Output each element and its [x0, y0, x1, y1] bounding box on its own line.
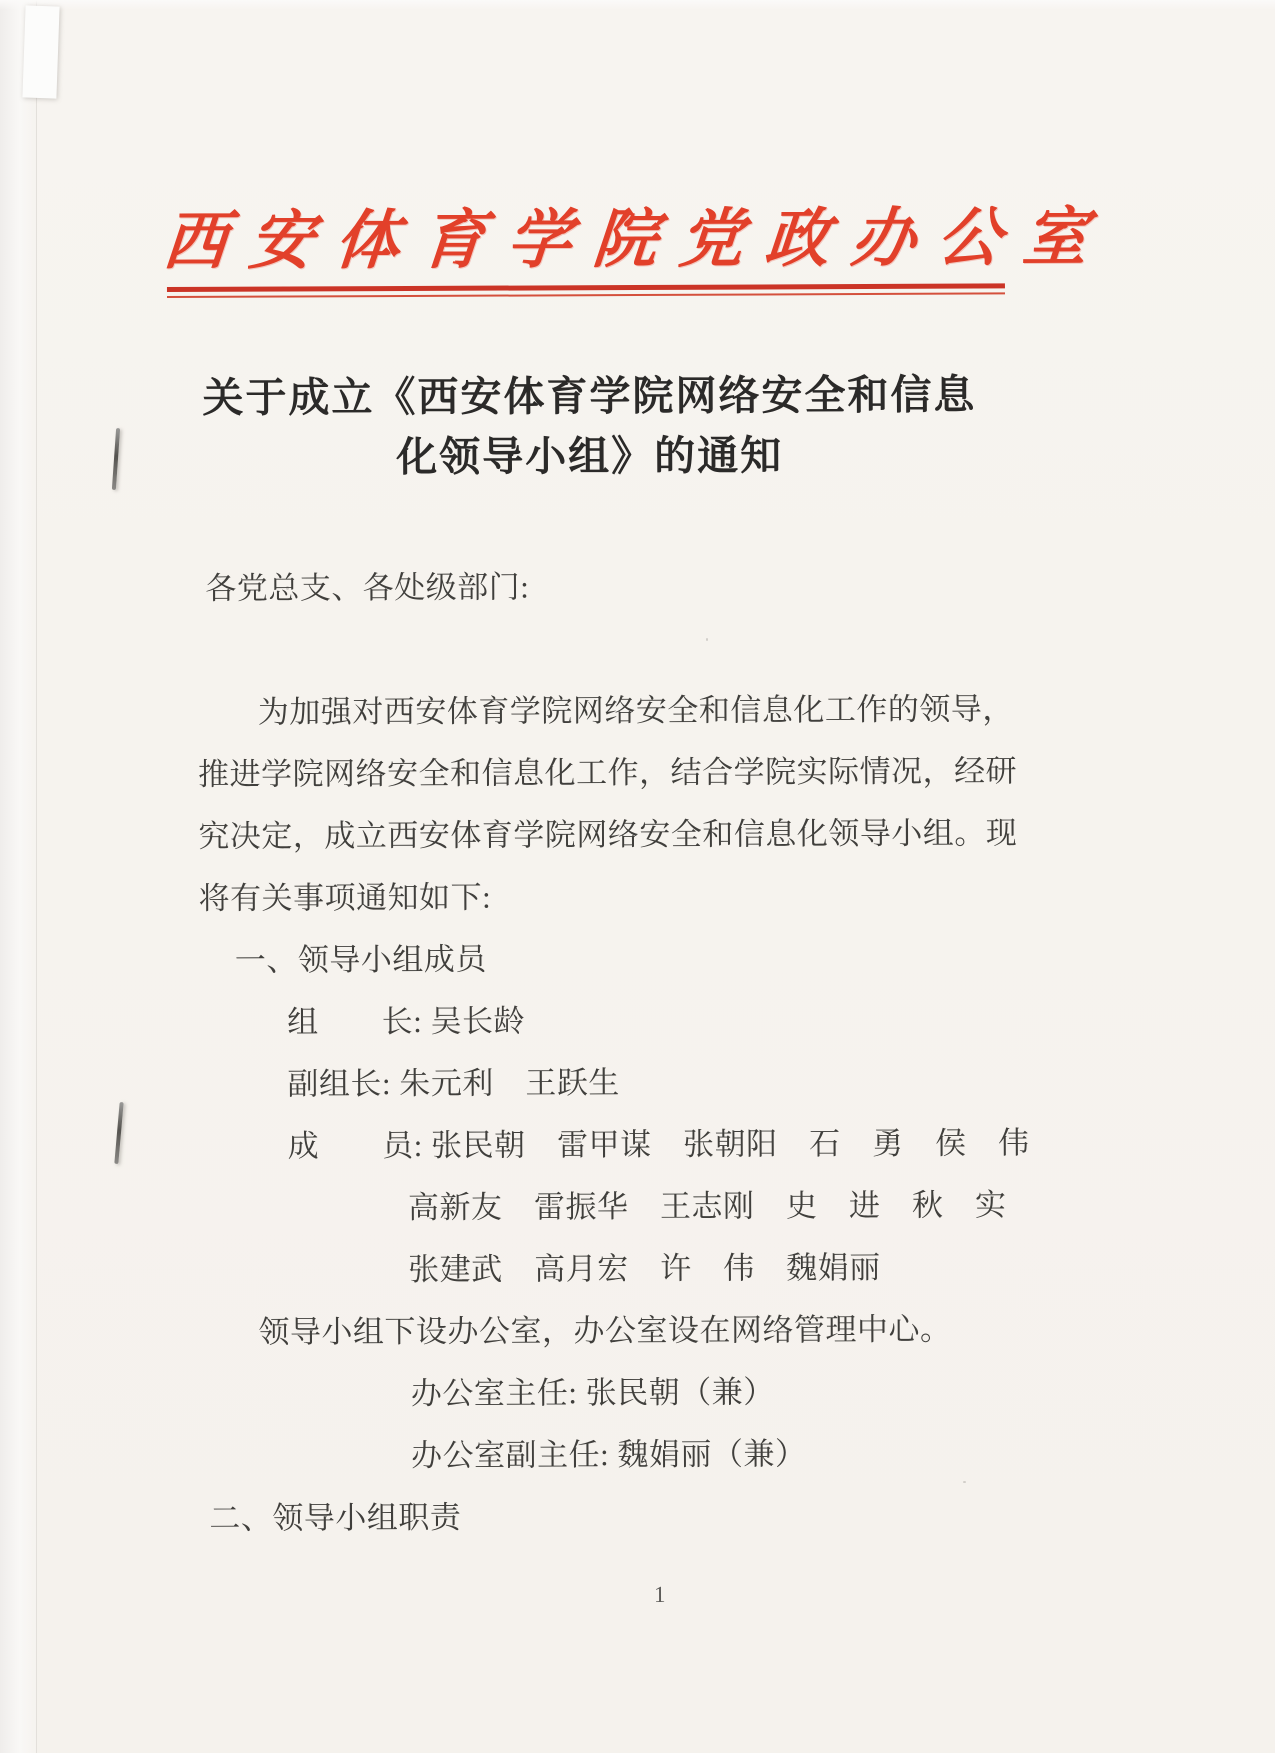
- office-location-line: 领导小组下设办公室，办公室设在网络管理中心。: [258, 1311, 952, 1350]
- paragraph-line-1: 为加强对西安体育学院网络安全和信息化工作的领导，: [257, 691, 1014, 730]
- document-title-line-1: 关于成立《西安体育学院网络安全和信息: [202, 371, 977, 421]
- document-title: [144, 364, 1035, 488]
- paragraph-line-3: 究决定，成立西安体育学院网络安全和信息化领导小组。现: [198, 815, 1018, 854]
- section-1-heading: 一、领导小组成员: [234, 941, 487, 978]
- section-2-heading: 二、领导小组职责: [209, 1499, 462, 1536]
- letterhead-title: 西安体育学院党政办公室: [160, 201, 1113, 278]
- office-director-line: 办公室主任: 张民朝（兼）: [410, 1374, 775, 1411]
- document-title-line-2: 化领导小组》的通知: [396, 432, 784, 481]
- letterhead-double-rule: [167, 283, 1005, 298]
- group-leader-line: 组 长: 吴长龄: [287, 1003, 526, 1040]
- paragraph-line-4: 将有关事项通知如下:: [198, 879, 492, 916]
- office-deputy-director-line: 办公室副主任: 魏娟丽（兼）: [410, 1436, 807, 1473]
- salutation-line: 各党总支、各处级部门:: [205, 569, 530, 606]
- members-line-3: 张建武 高月宏 许 伟 魏娟丽: [408, 1249, 881, 1288]
- deputy-leaders-line: 副组长: 朱元利 王跃生: [287, 1065, 620, 1102]
- members-line-1: 成 员: 张民朝 雷甲谋 张朝阳 石 勇 侯 伟: [287, 1125, 1030, 1164]
- blank-line: [197, 616, 1019, 682]
- paragraph-line-2: 推进学院网络安全和信息化工作，结合学院实际情况，经研: [198, 753, 1018, 792]
- letterhead-rule-thin: [167, 292, 1005, 298]
- document-body: [197, 554, 1030, 1550]
- members-line-2: 高新友 雷振华 王志刚 史 进 秋 实: [407, 1187, 1007, 1226]
- letterhead-rule-thick: [167, 283, 1005, 292]
- page-number: 1: [653, 1581, 666, 1607]
